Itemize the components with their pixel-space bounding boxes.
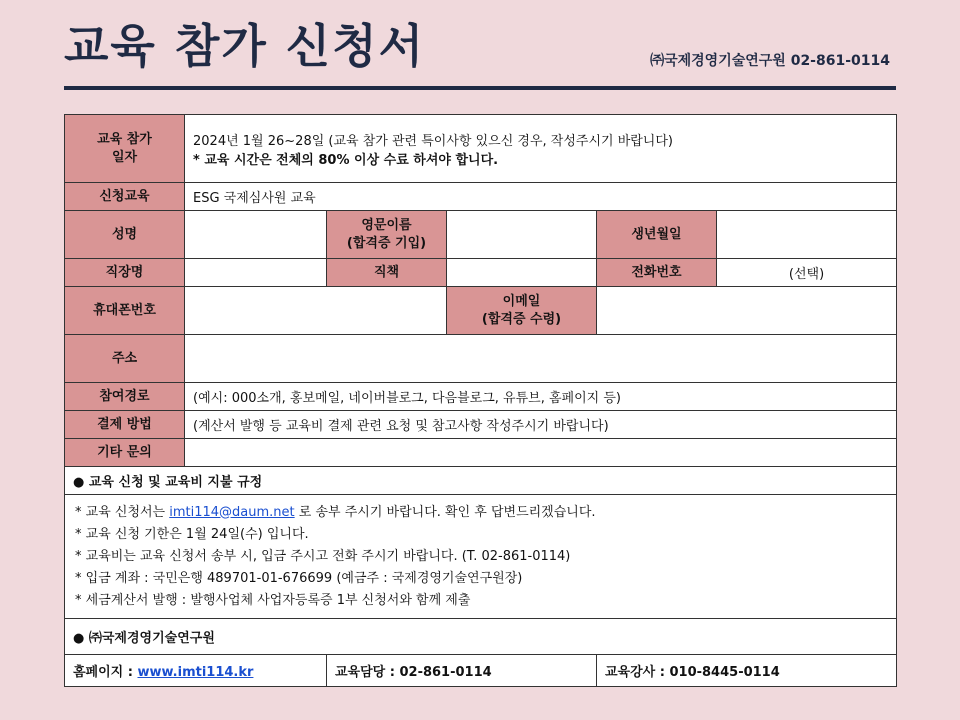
email-label: 이메일 (합격증 수령) [447,287,597,335]
birth-field[interactable] [717,211,897,259]
policy-line-1: * 교육 신청서는 imti114@daum.net 로 송부 주시기 바랍니다. 확인 후 답변드리겠습니다. [75,504,596,520]
phone-field[interactable]: (선택) [717,259,897,287]
row-payment [65,411,897,439]
english-name-field[interactable] [447,211,597,259]
course-label: 신청교육 [65,183,185,211]
position-field[interactable] [447,259,597,287]
other-label: 기타 문의 [65,439,185,467]
mobile-label: 휴대폰번호 [65,287,185,335]
email-link[interactable]: imti114@daum.net [169,504,295,520]
row-policy-heading [65,467,897,495]
company-field[interactable] [185,259,327,287]
policy-line-2: * 교육 신청 기한은 1월 24일(수) 입니다. [75,526,309,542]
date-value-cell[interactable] [185,115,897,183]
course-value[interactable]: ESG 국제심사원 교육 [185,183,897,211]
other-field[interactable] [185,439,897,467]
homepage-link[interactable]: www.imti114.kr [137,665,254,680]
referral-field[interactable]: (예시: 000소개, 홍보메일, 네이버블로그, 다음블로그, 유튜브, 홈페이지 등) [185,383,897,411]
row-contact-heading [65,619,897,655]
page-title: 교육 참가 신청서 [64,19,426,73]
row-referral [65,383,897,411]
address-field[interactable] [185,335,897,383]
policy-heading: ● 교육 신청 및 교육비 지불 규정 [65,467,897,495]
name-field[interactable] [185,211,327,259]
email-field[interactable] [597,287,897,335]
payment-field[interactable]: (계산서 발행 등 교육비 결제 관련 요청 및 참고사항 작성주시기 바랍니다) [185,411,897,439]
row-course [65,183,897,211]
company-label: 직장명 [65,259,185,287]
row-policy-notes [65,495,897,619]
instructor-contact: 교육강사 : 010-8445-0114 [597,655,897,687]
row-name [65,211,897,259]
row-company [65,259,897,287]
birth-label: 생년월일 [597,211,717,259]
policy-notes [65,495,897,619]
english-name-label: 영문이름 (합격증 기입) [327,211,447,259]
row-contact [65,655,897,687]
policy-line-4: * 입금 계좌 : 국민은행 489701-01-676699 (예금주 : 국제경영기술연구원장) [75,570,523,586]
row-mobile [65,287,897,335]
homepage-cell: 홈페이지 : www.imti114.kr [65,655,327,687]
date-value: 2024년 1월 26~28일 (교육 참가 관련 특이사항 있으신 경우, 작성주시기 바랍니다) [193,133,673,149]
policy-line-5: * 세금계산서 발행 : 발행사업체 사업자등록증 1부 신청서와 함께 제출 [75,592,471,608]
manager-contact: 교육담당 : 02-861-0114 [327,655,597,687]
policy-line-3: * 교육비는 교육 신청서 송부 시, 입금 주시고 전화 주시기 바랍니다. (T. 02-861-0114) [75,548,571,564]
application-form [64,114,897,687]
organization-contact: ㈜국제경영기술연구원 02-861-0114 [650,53,890,69]
mobile-field[interactable] [185,287,447,335]
referral-label: 참여경로 [65,383,185,411]
date-note: * 교육 시간은 전체의 80% 이상 수료 하셔야 합니다. [193,152,499,168]
name-label: 성명 [65,211,185,259]
payment-label: 결제 방법 [65,411,185,439]
date-label: 교육 참가 일자 [65,115,185,183]
row-date [65,115,897,183]
phone-label: 전화번호 [597,259,717,287]
contact-heading: ● ㈜국제경영기술연구원 [65,619,897,655]
row-other [65,439,897,467]
row-address [65,335,897,383]
address-label: 주소 [65,335,185,383]
position-label: 직책 [327,259,447,287]
title-divider [64,86,896,90]
